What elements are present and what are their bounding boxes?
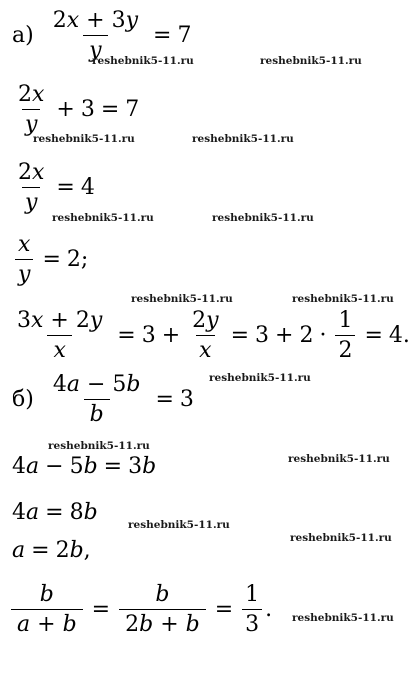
fraction: $\frac{2y}{x}$ [192,308,219,363]
watermark: reshebnik5-11.ru [288,453,390,465]
fraction: $\frac{1}{3}$ [242,582,262,637]
watermark: reshebnik5-11.ru [48,440,150,452]
watermark: reshebnik5-11.ru [260,55,362,67]
eq-a3: $\frac{2x}{y}$ = 4 [12,160,95,215]
fraction: $\frac{x}{y}$ [15,232,33,287]
fraction: $\frac{b}{a + b}$ [11,582,83,637]
eq-a1: а) $\frac{2x + 3y}{y}$ = 7 [12,8,192,63]
eq-b3: 4 a = 8 b [12,500,98,525]
fraction: $\frac{4a - 5b}{b}$ [52,372,141,427]
watermark: reshebnik5-11.ru [52,212,154,224]
part-a-label: а) [12,23,34,48]
watermark: reshebnik5-11.ru [33,133,135,145]
fraction: $\frac{b}{2b + b}$ [119,582,206,637]
eq-a2: $\frac{2x}{y}$ + 3 = 7 [12,82,139,137]
eq-a5: $\frac{3x + 2y}{x}$ = 3 + $\frac{2y}{x}$ = 3 + 2 · $\frac{1}{2}$ = 4. [8,308,410,363]
watermark: reshebnik5-11.ru [292,612,394,624]
fraction: $\frac{2x}{y}$ [18,160,45,215]
watermark: reshebnik5-11.ru [128,519,230,531]
watermark: reshebnik5-11.ru [209,372,311,384]
watermark: reshebnik5-11.ru [212,212,314,224]
final-answer-a: 4. [388,323,410,348]
eq-b1: б) $\frac{4a - 5b}{b}$ = 3 [12,372,194,427]
eq-b4: a = 2 b , [12,538,91,563]
fraction: $\frac{2x}{y}$ [18,82,45,137]
watermark: reshebnik5-11.ru [292,293,394,305]
watermark: reshebnik5-11.ru [290,532,392,544]
eq-b5: $\frac{b}{a + b}$ = $\frac{b}{2b + b}$ = $\frac{1}{3}$ . [8,582,272,637]
watermark: reshebnik5-11.ru [92,55,194,67]
watermark: reshebnik5-11.ru [192,133,294,145]
eq-a4: $\frac{x}{y}$ = 2 ; [12,232,88,287]
fraction: $\frac{2x + 3y}{y}$ [52,8,138,63]
fraction: $\frac{1}{2}$ [335,308,355,363]
part-b-label: б) [12,387,34,412]
watermark: reshebnik5-11.ru [131,293,233,305]
eq-b2: 4 a − 5 b = 3 b [12,454,157,479]
fraction: $\frac{3x + 2y}{x}$ [17,308,103,363]
